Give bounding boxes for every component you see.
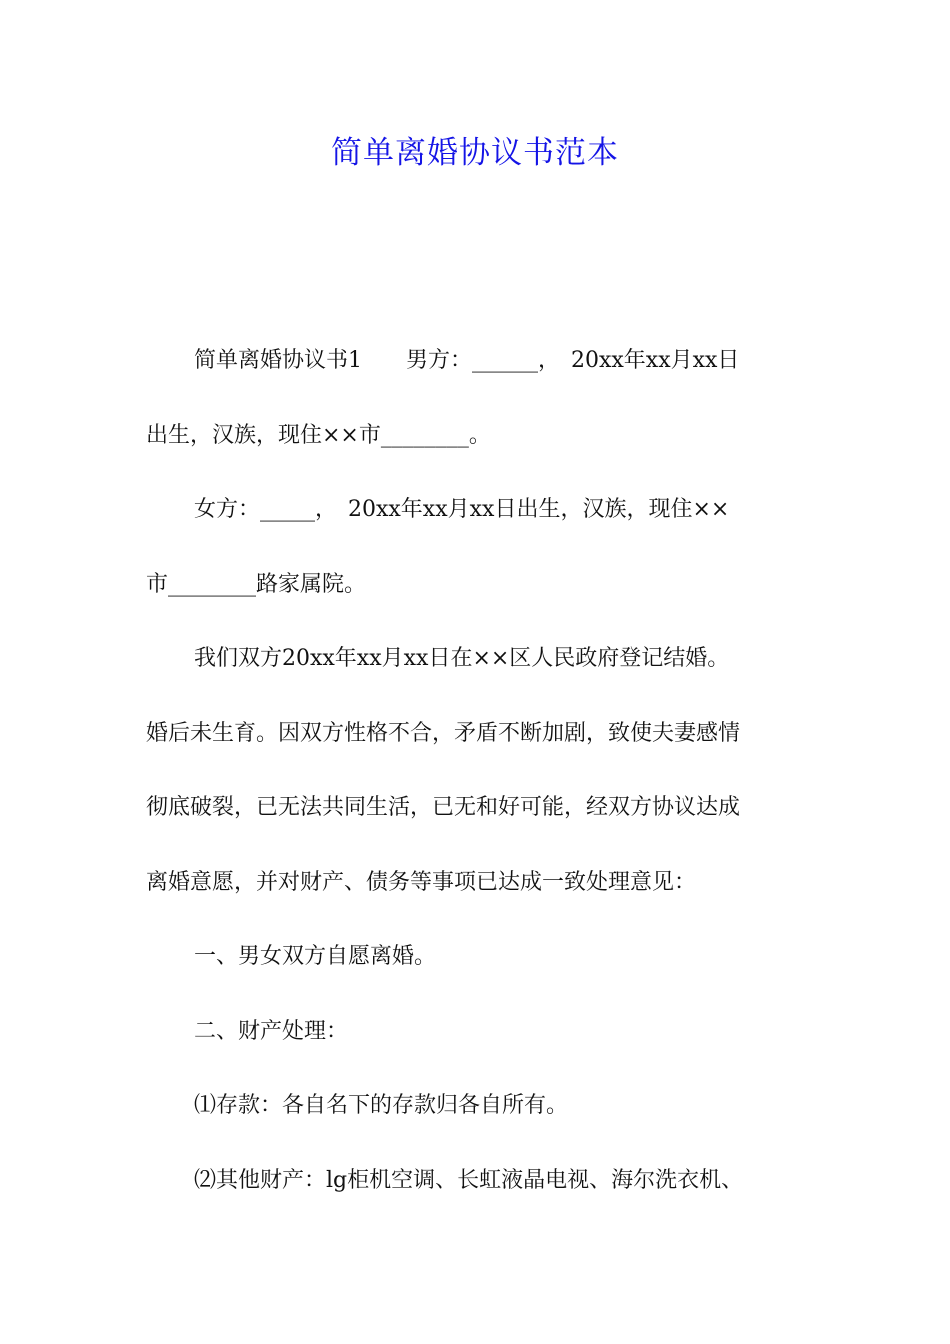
- body-line-7: 彻底破裂，已无法共同生活，已无和好可能，经双方协议达成: [146, 795, 741, 820]
- body-line-12: ⑵其他财产：lg柜机空调、长虹液晶电视、海尔洗衣机、: [194, 1167, 744, 1193]
- body-line-3: 女方：_____， 20xx年xx月xx日出生，汉族，现住××: [194, 497, 730, 522]
- body-line-6: 婚后未生育。因双方性格不合，矛盾不断加剧，致使夫妻感情: [146, 720, 741, 746]
- document-body: [146, 324, 808, 1218]
- body-line-8: 离婚意愿，并对财产、债务等事项已达成一致处理意见：: [146, 869, 697, 895]
- body-line-10: 二、财产处理：: [194, 1018, 349, 1044]
- body-line-1: 简单离婚协议书1 男方：______， 20xx年xx月xx日: [194, 348, 740, 373]
- document-title: 简单离婚协议书范本: [331, 135, 619, 171]
- body-line-9: 一、男女双方自愿离婚。: [194, 944, 437, 969]
- body-line-11: ⑴存款：各自名下的存款归各自所有。: [194, 1093, 569, 1118]
- body-line-2: 出生，汉族，现住××市________。: [146, 422, 491, 448]
- body-line-5: 我们双方20xx年xx月xx日在××区人民政府登记结婚。: [194, 646, 730, 671]
- body-line-4: 市________路家属院。: [146, 571, 367, 597]
